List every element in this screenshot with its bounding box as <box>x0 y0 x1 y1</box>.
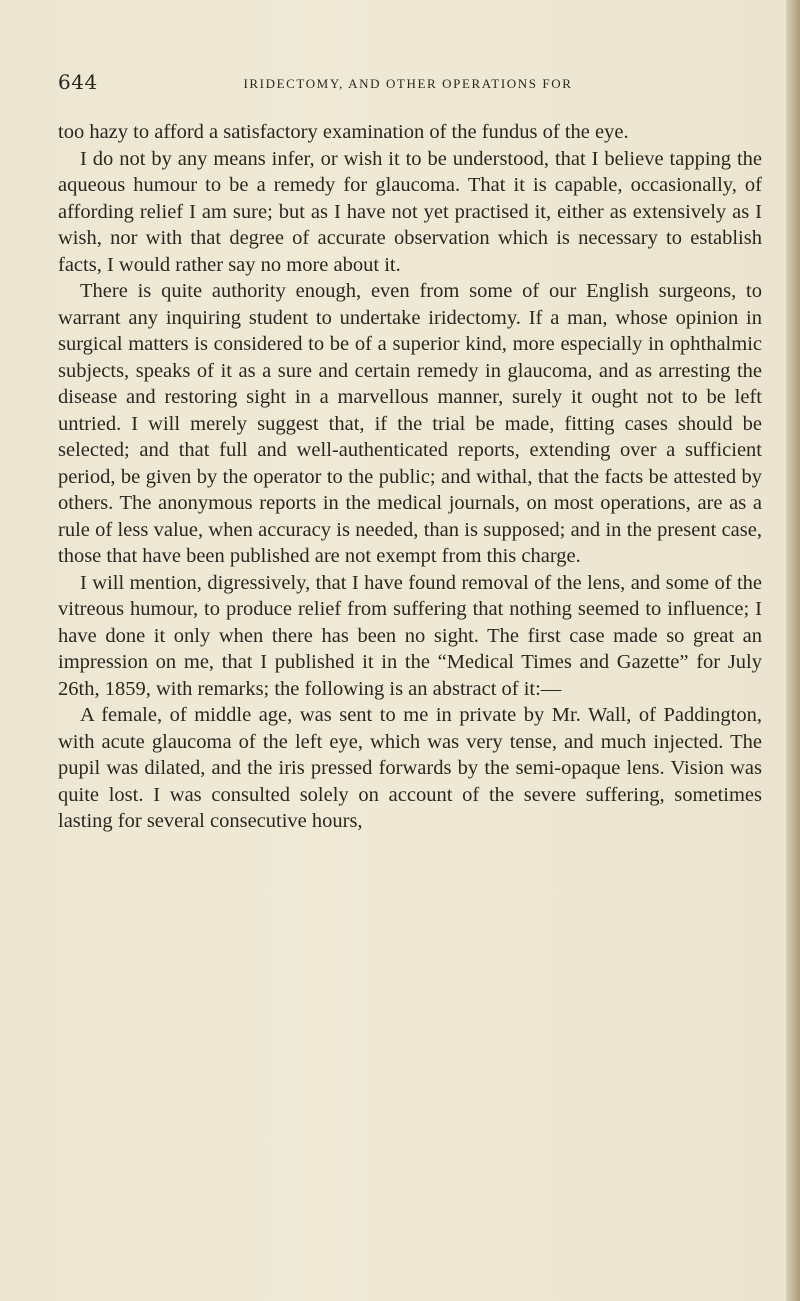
paragraph: I do not by any means infer, or wish it to be understood, that I believe tapping the aqueous humour to be a remedy for glaucoma. That it is capable, occasionally, of affording relief I am sure; but as I have not yet practised it, either as extensively as I wish, nor with that degree of accurate observation which is necessary to establish facts, I would rather say no more about it. <box>58 147 762 276</box>
page-header <box>58 70 758 100</box>
page-number: 644 <box>58 70 98 94</box>
paragraph: There is quite authority enough, even from some of our English surgeons, to warrant any inquiring student to undertake iridectomy. If a man, whose opinion in surgical matters is considered to be of a superior kind, more especially in ophthalmic subjects, speaks of it as a sure and certain remedy in glaucoma, and as arresting the disease and restoring sight in a marvellous manner, surely it ought not to be left untried. I will merely suggest that, if the trial be made, fitting cases should be selected; and that full and well-authenticated reports, extending over a sufficient period, be given by the operator to the public; and withal, that the facts be attested by others. The anonymous reports in the medical journals, on most operations, are as a rule of less value, when accuracy is needed, than is supposed; and in the present case, those that have been published are not exempt from this charge. <box>58 280 762 567</box>
running-head: IRIDECTOMY, AND OTHER OPERATIONS FOR <box>243 76 573 91</box>
paragraph: I will mention, digressively, that I have found removal of the lens, and some of the vitreous humour, to produce relief from suffering that nothing seemed to influence; I have done it only when there has been no sight. The first case made so great an impression on me, that I published it in the “Medical Times and Gazette” for July 26th, 1859, with remarks; the following is an abstract of it:— <box>58 571 762 700</box>
body-text <box>58 119 762 835</box>
paragraph: too hazy to afford a satisfactory examination of the fundus of the eye. <box>58 121 629 143</box>
paragraph: A female, of middle age, was sent to me in private by Mr. Wall, of Paddington, with acute glaucoma of the left eye, which was very tense, and much injected. The pupil was dilated, and the iris pressed forwards by the semi-opaque lens. Vision was quite lost. I was consulted solely on account of the severe suffering, sometimes lasting for several consecutive hours, <box>58 704 762 832</box>
page-edge-shadow <box>786 0 800 1301</box>
